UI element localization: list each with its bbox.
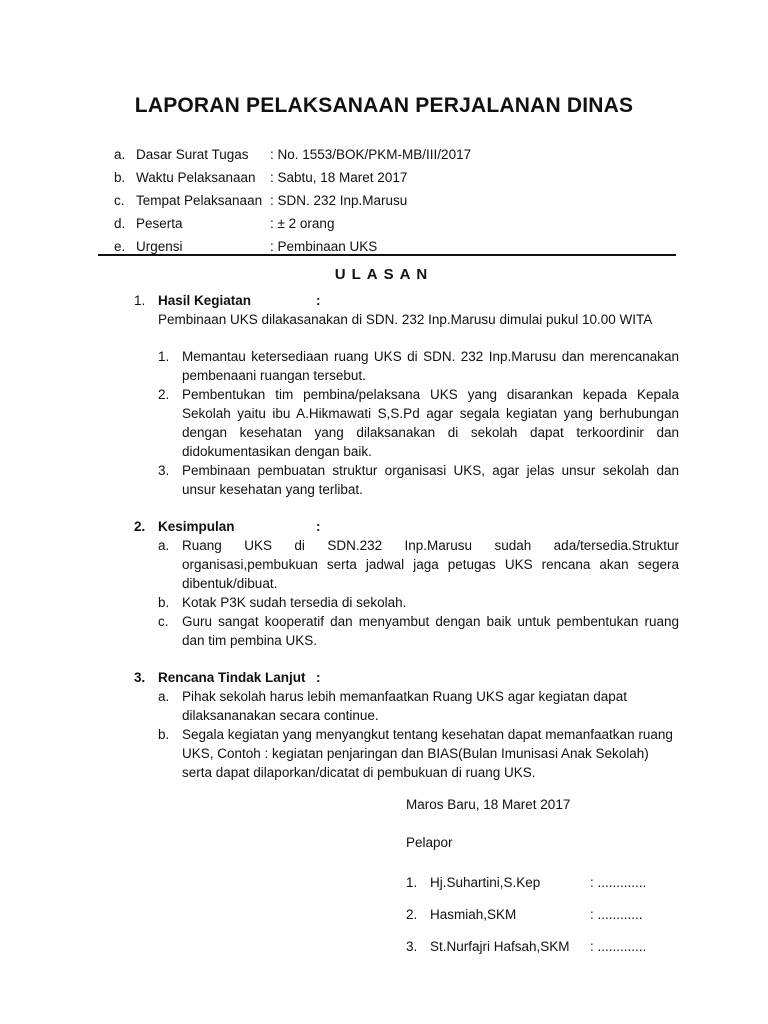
signer-name: Hasmiah,SKM <box>430 907 517 922</box>
section-header <box>134 668 679 687</box>
section-title: Hasil Kegiatan <box>158 293 252 308</box>
section-colon: : <box>316 519 321 534</box>
section-kesimpulan <box>134 517 679 650</box>
list-item <box>158 385 679 461</box>
section-header <box>134 517 679 536</box>
section-number: 1. <box>134 293 146 308</box>
section-colon: : <box>316 670 321 685</box>
signer-name: St.Nurfajri Hafsah,SKM <box>430 939 570 954</box>
list-text: Memantau ketersediaan ruang UKS di SDN. 232 Inp.Marusu dan merencanakan pembenaani ruangan tersebut. <box>182 349 679 383</box>
section-heading-ulasan: ULASAN <box>334 266 434 283</box>
list-item <box>158 593 679 612</box>
divider-line <box>98 254 676 256</box>
info-letter: b. <box>114 170 126 185</box>
info-label: Tempat Pelaksanaan <box>136 193 263 208</box>
list-item <box>158 612 679 650</box>
list-marker: a. <box>158 689 170 704</box>
list-marker: 1. <box>158 349 170 364</box>
section-hasil-kegiatan <box>134 291 679 499</box>
list-text: Guru sangat kooperatif dan menyambut dengan baik untuk pembentukan ruang dan tim pembina UKS. <box>182 614 679 648</box>
signer-signature-line: : ............ <box>590 907 643 922</box>
info-label: Peserta <box>136 216 183 231</box>
list-item <box>158 536 679 593</box>
info-row <box>114 189 471 212</box>
list-marker: b. <box>158 727 170 742</box>
list-text: Ruang UKS di SDN.232 Inp.Marusu sudah ada/tersedia.Struktur organisasi,pembukuan serta jadwal jaga petugas UKS rencana akan segera dibentuk/dibuat. <box>182 538 679 591</box>
info-letter: c. <box>114 193 125 208</box>
section-header <box>134 291 679 310</box>
info-letter: e. <box>114 239 126 254</box>
section-number: 2. <box>134 519 146 534</box>
info-label: Dasar Surat Tugas <box>136 147 249 162</box>
section-title: Rencana Tindak Lanjut <box>158 670 306 685</box>
list-item <box>158 461 679 499</box>
list-text: Kotak P3K sudah tersedia di sekolah. <box>182 595 407 610</box>
info-row <box>114 166 471 189</box>
info-value: : No. 1553/BOK/PKM-MB/III/2017 <box>270 147 472 162</box>
section-colon: : <box>316 293 321 308</box>
signer-row <box>406 905 646 937</box>
place-date: Maros Baru, 18 Maret 2017 <box>406 797 571 812</box>
reporter-label: Pelapor <box>406 835 453 850</box>
list-text: Pembinaan pembuatan struktur organisasi UKS, agar jelas unsur sekolah dan unsur kesehatan yang terlibat. <box>182 463 679 497</box>
report-body <box>134 291 679 782</box>
list-marker: 2. <box>158 387 170 402</box>
info-value: : Sabtu, 18 Maret 2017 <box>270 170 408 185</box>
info-letter: d. <box>114 216 126 231</box>
info-value: : SDN. 232 Inp.Marusu <box>270 193 408 208</box>
list-item <box>158 687 679 725</box>
section-number: 3. <box>134 670 146 685</box>
signer-number: 2. <box>406 907 418 922</box>
report-title: LAPORAN PELAKSANAAN PERJALANAN DINAS <box>134 94 634 117</box>
info-row <box>114 143 471 166</box>
info-table <box>114 143 471 258</box>
list-text: Pembentukan tim pembina/pelaksana UKS yang disarankan kepada Kepala Sekolah yaitu ibu A.Hikmawati S,S.Pd agar segala kegiatan yang berhubungan dengan kesehatan yang dilaksanakan di sekolah dapat terkoordinir dan didokumentasikan dengan baik. <box>182 387 679 459</box>
list-item <box>158 347 679 385</box>
list-marker: a. <box>158 538 170 553</box>
section-rencana-tindak-lanjut <box>134 668 679 782</box>
info-row <box>114 212 471 235</box>
info-letter: a. <box>114 147 126 162</box>
section-title: Kesimpulan <box>158 519 235 534</box>
list-marker: c. <box>158 614 169 629</box>
signer-signature-line: : ............. <box>590 939 647 954</box>
list-marker: 3. <box>158 463 170 478</box>
signature-block <box>406 795 646 969</box>
list-text: Segala kegiatan yang menyangkut tentang kesehatan dapat memanfaatkan ruang UKS, Contoh : kegiatan penjaringan dan BIAS(Bulan Imunisasi Anak Sekolah) serta dapat dilaporkan/dicatat di pembukuan di ruang UKS. <box>182 727 673 780</box>
list-item <box>158 725 679 782</box>
section-intro: Pembinaan UKS dilakasanakan di SDN. 232 Inp.Marusu dimulai pukul 10.00 WITA <box>158 312 653 327</box>
info-label: Waktu Pelaksanaan <box>136 170 256 185</box>
signer-name: Hj.Suhartini,S.Kep <box>430 875 541 890</box>
list-text: Pihak sekolah harus lebih memanfaatkan Ruang UKS agar kegiatan dapat dilaksananakan secara continue. <box>182 689 628 723</box>
signer-row <box>406 873 646 905</box>
info-label: Urgensi <box>136 239 183 254</box>
list-marker: b. <box>158 595 170 610</box>
signer-row <box>406 937 646 969</box>
info-value: : ± 2 orang <box>270 216 335 231</box>
info-value: : Pembinaan UKS <box>270 239 378 254</box>
signer-signature-line: : ............. <box>590 875 647 890</box>
signer-number: 1. <box>406 875 418 890</box>
signer-number: 3. <box>406 939 418 954</box>
